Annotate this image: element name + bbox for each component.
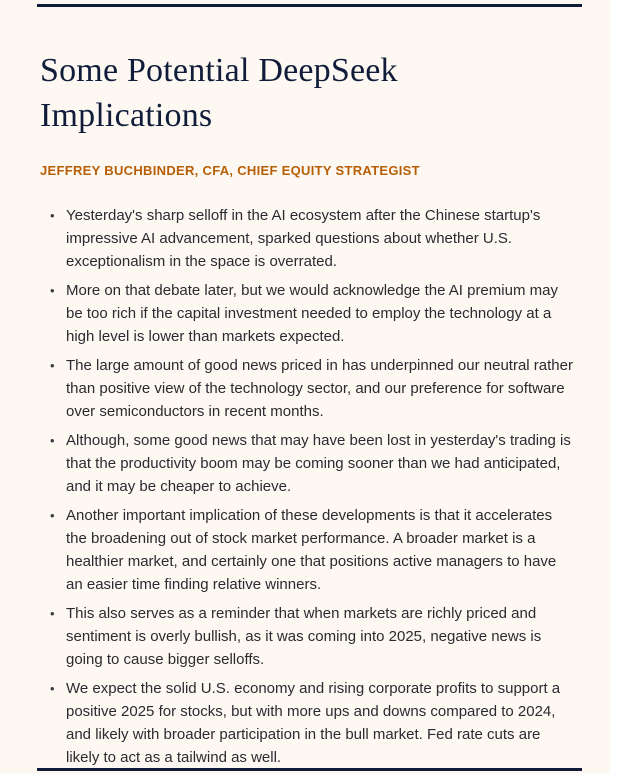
author-byline: JEFFREY BUCHBINDER, CFA, CHIEF EQUITY STRATEGIST: [40, 163, 420, 178]
bottom-rule: [37, 768, 582, 771]
bullet-item: • More on that debate later, but we would acknowledge the AI premium may be too rich if the capital investment needed to employ the technology at a high level is lower than markets expected.: [40, 279, 574, 348]
right-gutter: [610, 0, 619, 774]
bullet-item: • Another important implication of these developments is that it accelerates the broadening out of stock market performance. A broader market is a healthier market, and certainly one that positions active managers to have an easier time finding relative winners.: [40, 504, 574, 596]
bullet-item: • Although, some good news that may have been lost in yesterday's trading is that the productivity boom may be coming sooner than we had anticipated, and it may be cheaper to achieve.: [40, 429, 574, 498]
bullet-list: [40, 204, 574, 769]
document-content: [40, 0, 577, 775]
page-title: Some Potential DeepSeek Implications: [40, 52, 398, 134]
bullet-item: • Yesterday's sharp selloff in the AI ecosystem after the Chinese startup's impressive AI advancement, sparked questions about whether U.S. exceptionalism in the space is overrated.: [40, 204, 574, 273]
bullet-item: • We expect the solid U.S. economy and rising corporate profits to support a positive 2025 for stocks, but with more ups and downs compared to 2024, and likely with broader participation in the bull market. Fed rate cuts are likely to act as a tailwind as well.: [40, 677, 574, 769]
bullet-item: • This also serves as a reminder that when markets are richly priced and sentiment is overly bullish, as it was coming into 2025, negative news is going to cause bigger selloffs.: [40, 602, 574, 671]
bullet-item: • The large amount of good news priced in has underpinned our neutral rather than positive view of the technology sector, and our preference for software over semiconductors in recent months.: [40, 354, 574, 423]
